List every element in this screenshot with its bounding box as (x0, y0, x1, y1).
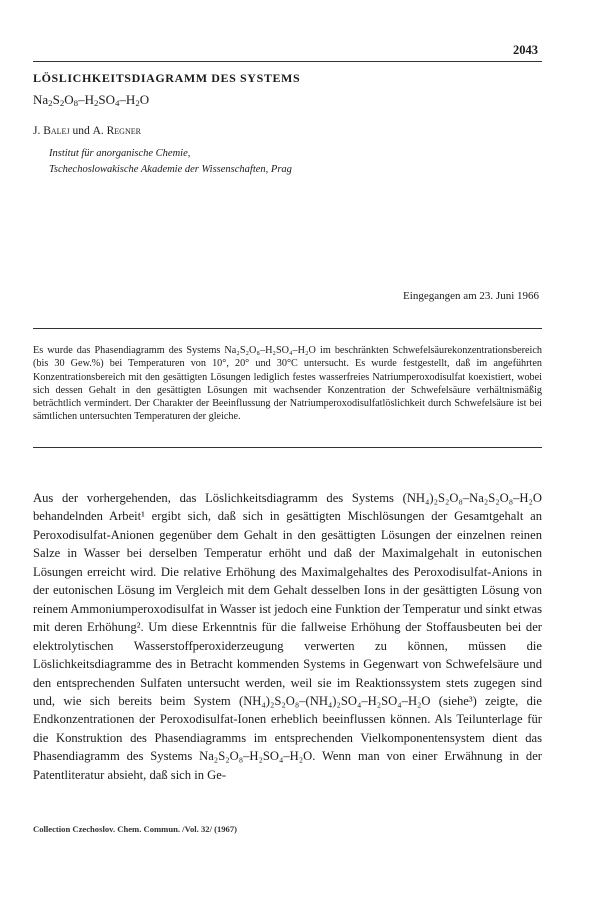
body-text: Aus der vorhergehenden, das Löslichkeitsdiagramm des Systems (NH₄)₂S₂O₈–Na₂S₂O₈–H₂O behandelnden Arbeit¹ ergibt sich, daß sich in gesättigten Mischlösungen der Gesamtgehalt an Peroxodisulfat-Anionen gegenüber dem Gehalt in den gesättigten Lösungen der einzelnen reinen Salze in Wasser bei derselben Temperatur erhöht und daß der Maximalgehalt in eutonischen Lösungen erreicht wird. Die relative Erhöhung des Maximalgehaltes des Peroxodisulfat-Anions in der eutonischen Lösung im Vergleich mit dem Gehalt desselben Ions in der gesättigten Lösung von reinem Ammoniumperoxodisulfat in Wasser ist jedoch eine Funktion der Temperatur und sinkt etwas mit deren Erhöhung². Um diese Erkenntnis für die fallweise Erhöhung der Stoffausbeuten bei der elektrolytischen Wasserstoffperoxiderzeugung verwerten zu können, müssen die Löslichkeitsdiagramme des in Betracht kommenden Systems in Gegenwart von Schwefelsäure und den entsprechenden Sulfaten untersucht werden, weil sie im Reaktionssystem stets zugegen sind und, wie sich bereits beim System (NH₄)₂S₂O₈–(NH₄)₂SO₄–H₂SO₄–H₂O (siehe³) zeigte, die Endkonzentrationen der Peroxodisulfat-Ionen erheblich beeinflussen können. Als Teilunterlage für die Konstruktion des Phasendiagramms im entsprechenden Vielkomponentensystem dient das Phasendiagramm des Systems Na₂S₂O₈–H₂SO₄–H₂O. Wenn man von einer Erwähnung in der Patentliteratur absieht, daß sich in Ge- (33, 491, 542, 782)
affiliation-line-1: Institut für anorganische Chemie, (49, 148, 191, 159)
affiliation-line-2: Tschechoslowakische Akademie der Wissenschaften, Prag (49, 164, 292, 175)
received-date: Eingegangen am 23. Juni 1966 (403, 290, 539, 302)
author-connector: und (72, 125, 90, 137)
author-first: J. Balej (33, 125, 70, 137)
page-number: 2043 (513, 43, 538, 57)
journal-footer: Collection Czechoslov. Chem. Commun. /Vol. 32/ (1967) (33, 824, 238, 834)
author-second: A. Regner (92, 125, 141, 137)
title-formula: $Na_2S_2O_8-H_2SO_4-H_2O$ (33, 92, 150, 109)
abstract-text: Es wurde das Phasendiagramm des Systems Na₂S₂O₈–H₂SO₄–H₂O im beschränkten Schwefelsäurekonzentrationsbereich (bis 30 Gew.%) bei Temperaturen von 10°, 20° und 30°C untersucht. Es wurde festgestellt, daß im angeführten Konzentrationsbereich mit den gesättigten Lösungen lediglich festes wasserfreies Natriumperoxodisulfat koexistiert, wobei sich dessen Gehalt in den gesättigten Lösungen mit wachsender Konzentration der Schwefelsäure verhältnismäßig beträchtlich vermindert. Der Charakter der Beeinflussung der Natriumperoxodisulfatlöslichkeit durch Schwefelsäure ist bei sämtlichen untersuchten Temperaturen der gleiche. (33, 345, 542, 423)
article-title: LÖSLICHKEITSDIAGRAMM DES SYSTEMS (33, 71, 301, 85)
header-rule (33, 61, 542, 62)
authors (33, 125, 141, 137)
